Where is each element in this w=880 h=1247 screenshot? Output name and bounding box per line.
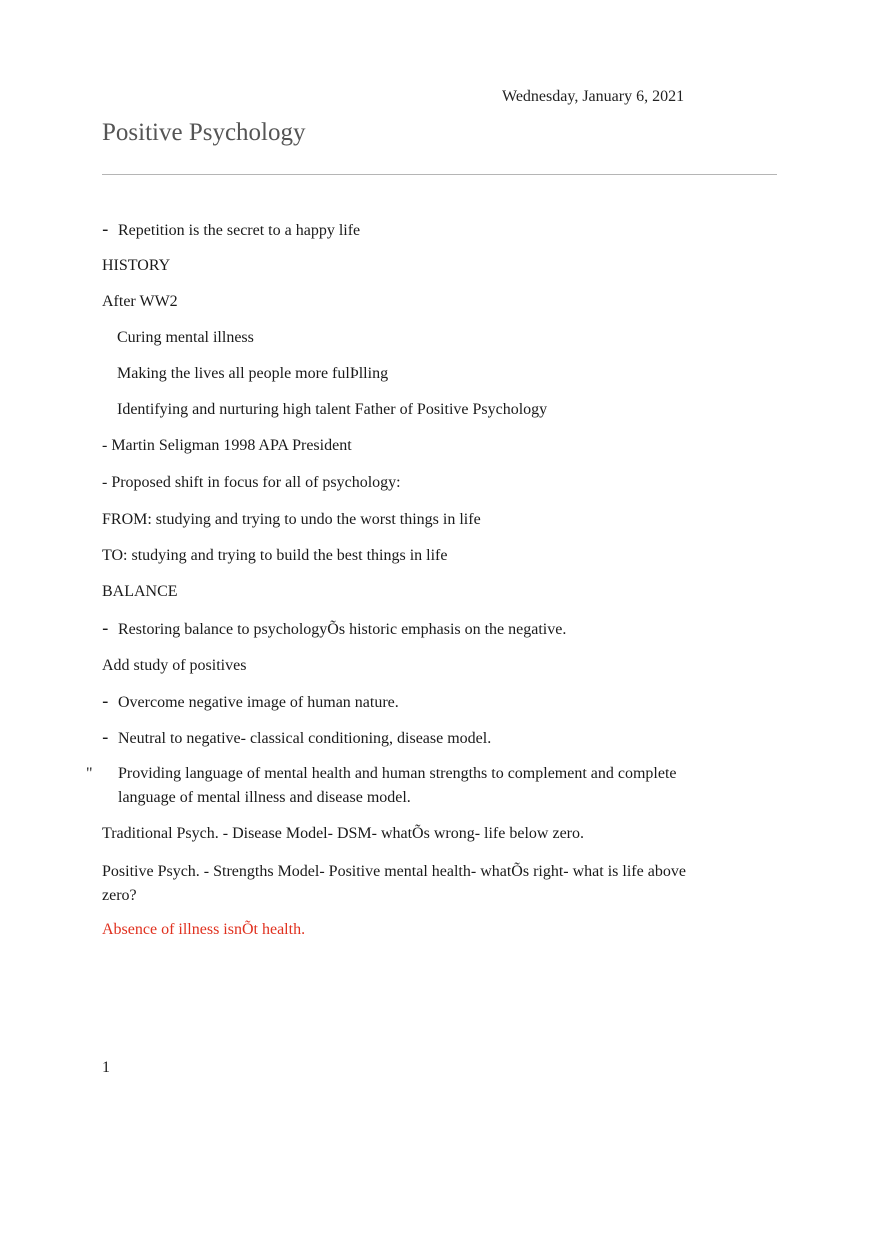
page-title: Positive Psychology <box>102 119 306 146</box>
bullet-line-overcome <box>102 690 399 715</box>
restoring-text: Restoring balance to psychologyÕs historic emphasis on the negative. <box>118 621 567 638</box>
curing-line: Curing mental illness <box>117 329 254 346</box>
absence-highlight: Absence of illness isnÕt health. <box>102 921 306 938</box>
section-heading-history: HISTORY <box>102 257 171 274</box>
bullet-line-providing <box>86 762 683 810</box>
positive-line: Positive Psych. - Strengths Model- Positive mental health- whatÕs right- what is life above zero? <box>102 863 686 904</box>
bullet-line-repetition <box>102 218 360 243</box>
to-line: TO: studying and trying to build the best things in life <box>102 547 448 564</box>
dash-bullet: - <box>102 691 109 712</box>
add-study-line: Add study of positives <box>102 657 247 674</box>
providing-text: Providing language of mental health and human strengths to complement and complete language of mental illness and disease model. <box>118 765 677 806</box>
neutral-text: Neutral to negative- classical conditioning, disease model. <box>118 730 492 747</box>
page-number: 1 <box>102 1059 110 1076</box>
dash-bullet: - <box>102 219 109 240</box>
section-heading-balance: BALANCE <box>102 583 178 600</box>
from-line: FROM: studying and trying to undo the worst things in life <box>102 511 481 528</box>
traditional-line: Traditional Psych. - Disease Model- DSM- whatÕs wrong- life below zero. <box>102 825 584 842</box>
making-line: Making the lives all people more fulÞlling <box>117 365 389 382</box>
overcome-text: Overcome negative image of human nature. <box>118 694 399 711</box>
dash-bullet: - <box>102 618 109 639</box>
bullet-line-neutral <box>102 726 491 751</box>
quote-bullet: " <box>86 765 93 782</box>
repetition-text: Repetition is the secret to a happy life <box>118 222 361 239</box>
dash-bullet: - <box>102 727 109 748</box>
title-divider <box>102 174 777 175</box>
proposed-line: - Proposed shift in focus for all of psychology: <box>102 474 401 491</box>
seligman-line: - Martin Seligman 1998 APA President <box>102 437 352 454</box>
identifying-line: Identifying and nurturing high talent Father of Positive Psychology <box>117 401 548 418</box>
bullet-line-restoring <box>102 617 566 642</box>
document-date: Wednesday, January 6, 2021 <box>502 88 685 105</box>
after-ww2-line: After WW2 <box>102 293 178 310</box>
